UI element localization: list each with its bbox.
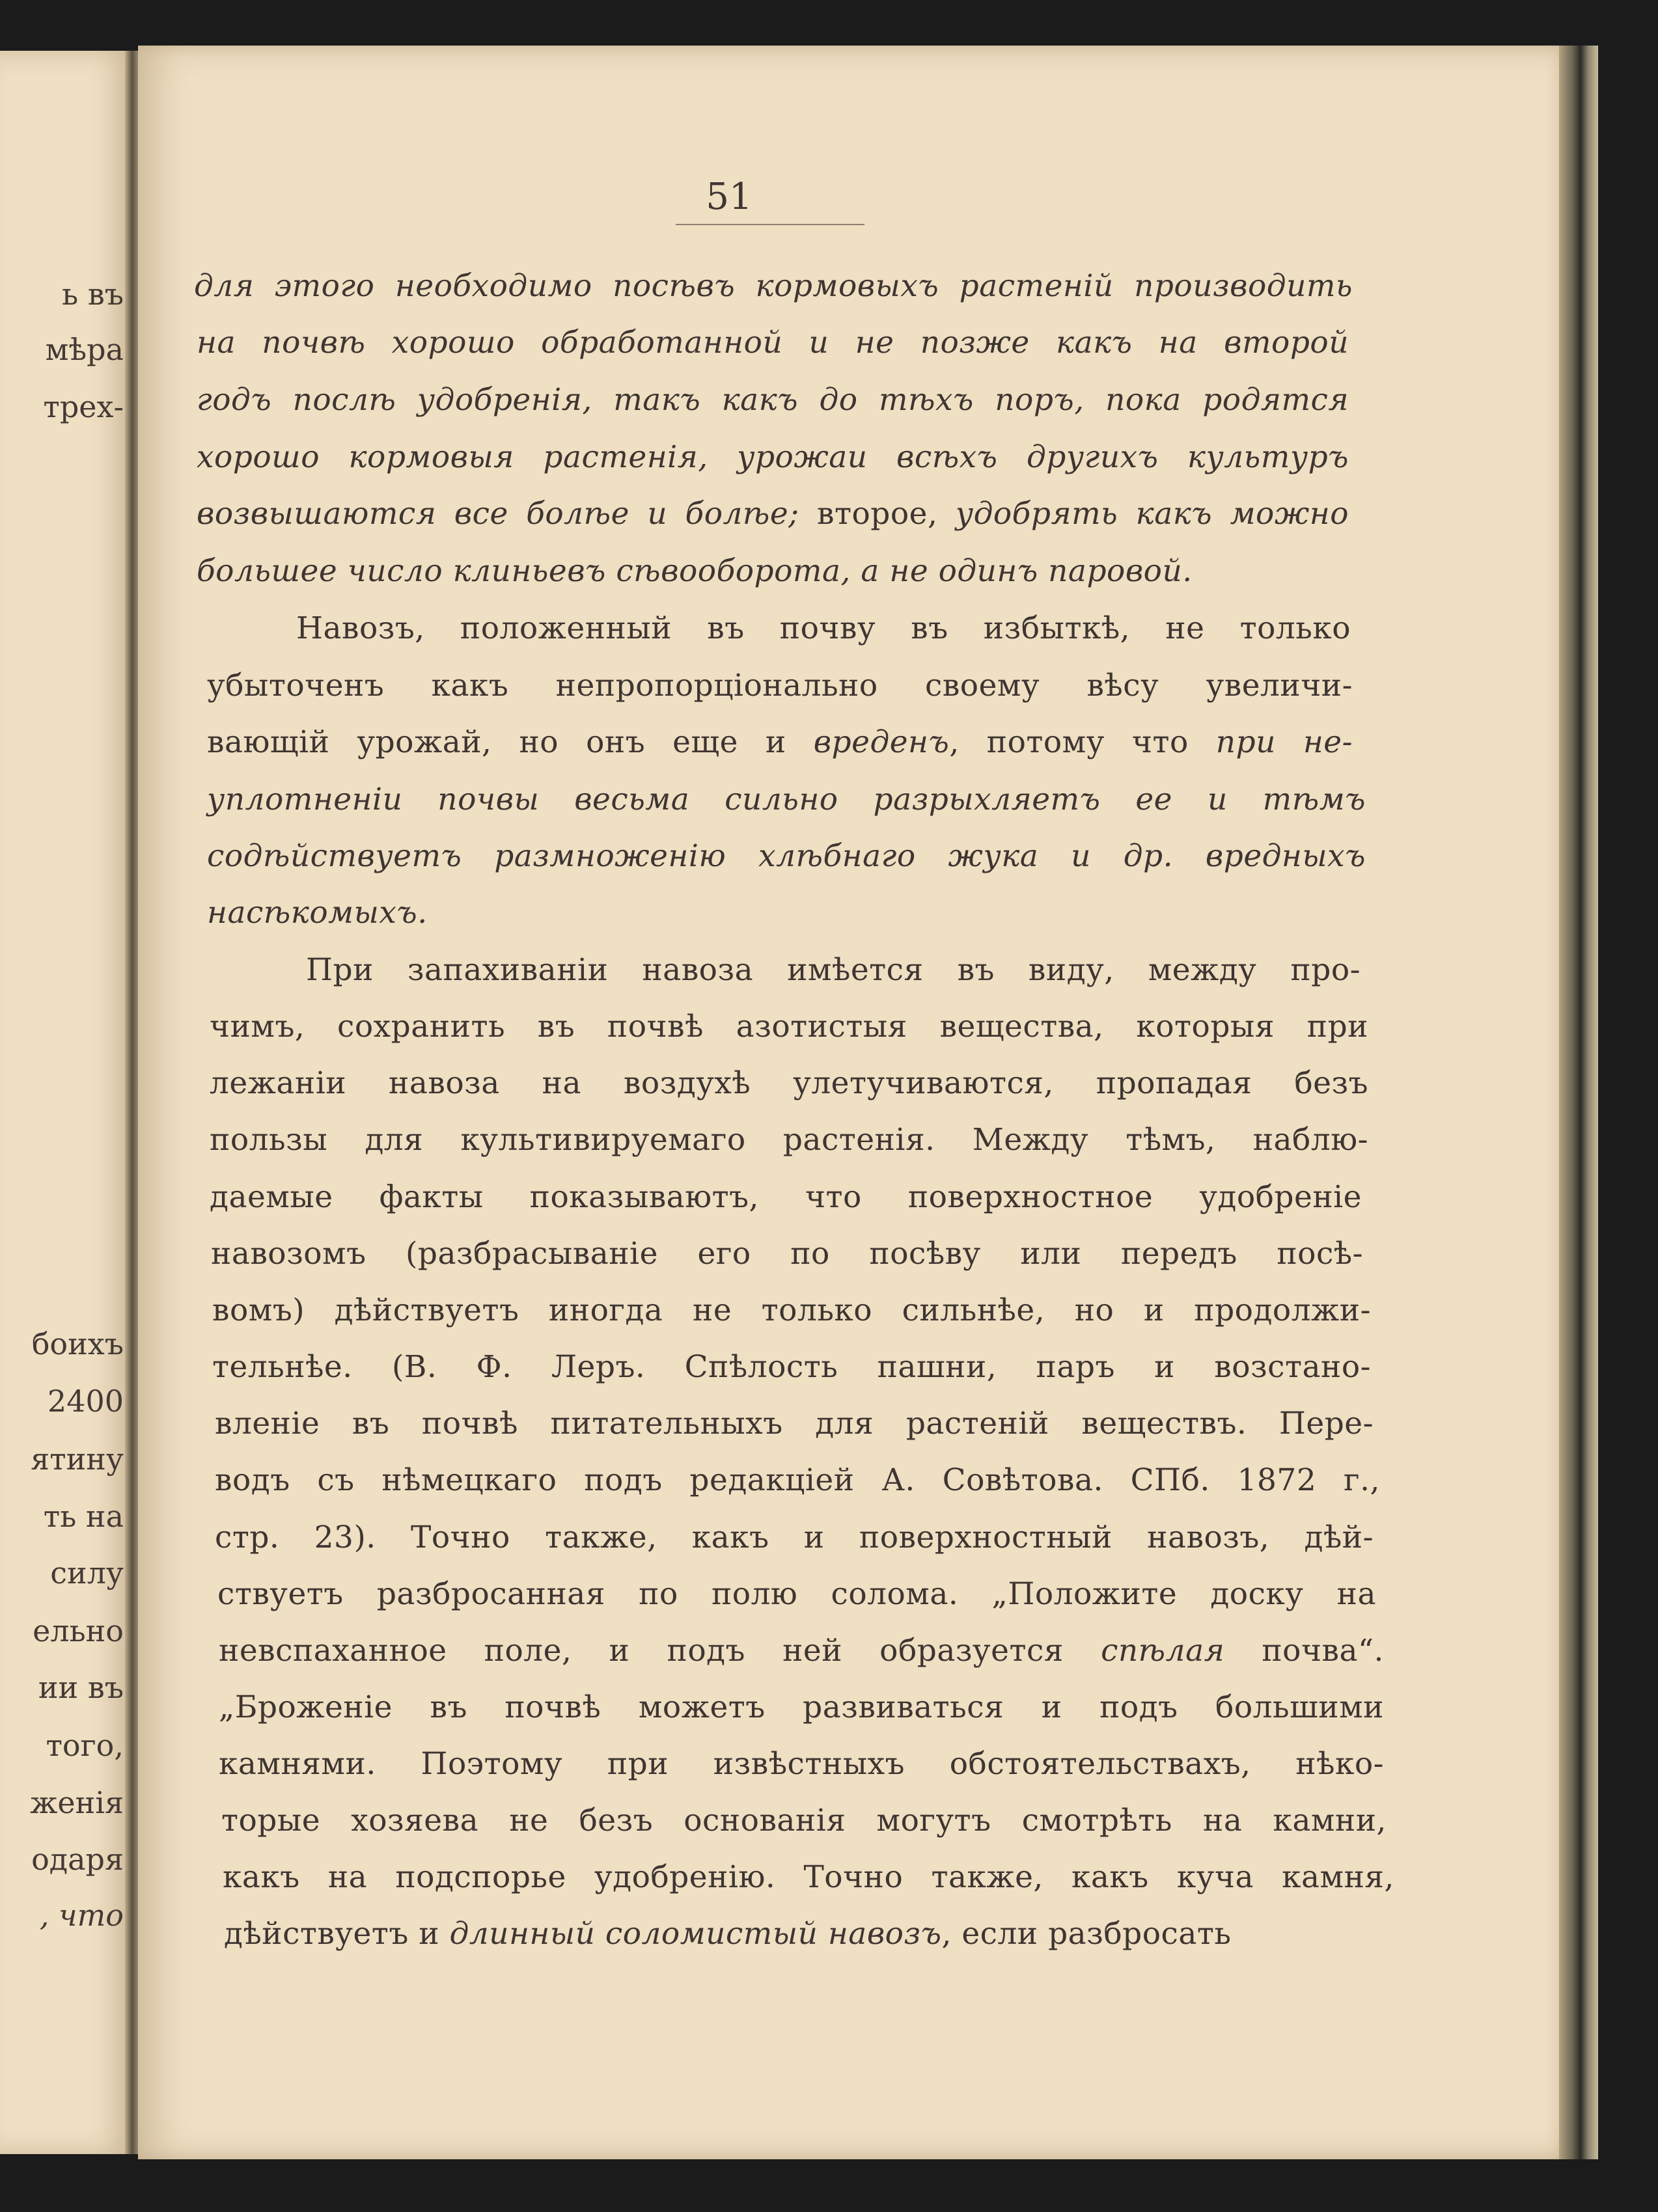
text-line xyxy=(221,1803,1387,1838)
text-line xyxy=(212,1292,1371,1328)
book-page xyxy=(138,46,1564,2159)
italic-segment: длинный соломистый навозъ xyxy=(449,1916,942,1952)
text-segment: водъ съ нѣмецкаго подъ редакціей А. Совѣтова. СПб. 1872 г., xyxy=(215,1462,1380,1498)
left-page-line: женія xyxy=(30,1785,124,1820)
text-segment: лежаніи навоза на воздухѣ улетучиваются, пропадая безъ xyxy=(210,1065,1368,1101)
left-page-line: того, xyxy=(46,1728,124,1763)
text-segment: навозомъ (разбрасываніе его по посѣву или передъ посѣ- xyxy=(211,1236,1363,1272)
text-segment: второе, xyxy=(799,496,956,532)
text-segment: вомъ) дѣйствуетъ иногда не только сильнѣе, но и продолжи- xyxy=(212,1292,1371,1328)
left-page-line: силу xyxy=(50,1555,124,1591)
text-line xyxy=(210,1009,1368,1045)
text-line xyxy=(215,1406,1374,1441)
italic-segment: содѣйствуетъ размноженію хлѣбнаго жука и др. вредныхъ xyxy=(207,838,1366,874)
text-line xyxy=(207,895,428,931)
italic-segment: вреденъ xyxy=(813,724,950,760)
text-segment: невспаханное поле, и подъ ней образуется xyxy=(219,1633,1101,1669)
italic-segment: хорошо кормовыя растенія, урожаи всѣхъ другихъ культуръ xyxy=(197,439,1349,475)
left-page-line: ь въ xyxy=(62,277,124,312)
text-segment: стр. 23). Точно также, какъ и поверхностный навозъ, дѣй- xyxy=(215,1520,1374,1555)
left-page-line: одаря xyxy=(31,1842,124,1877)
italic-segment: возвышаются все болѣе и болѣе; xyxy=(197,496,799,532)
text-line xyxy=(207,838,1366,874)
text-line xyxy=(197,325,1349,361)
italic-segment: годъ послѣ удобренія, такъ какъ до тѣхъ поръ, пока родятся xyxy=(197,382,1349,418)
text-line xyxy=(207,782,1366,817)
text-segment: ствуетъ разбросанная по полю солома. „Положите доску на xyxy=(217,1576,1376,1612)
text-line xyxy=(211,1236,1363,1272)
left-page-line: ятину xyxy=(31,1441,124,1477)
text-line xyxy=(215,1520,1374,1555)
text-segment: пользы для культивируемаго растенія. Между тѣмъ, наблю- xyxy=(210,1122,1368,1158)
text-line xyxy=(207,668,1353,703)
text-line xyxy=(197,553,1193,589)
text-segment: , если разбросать xyxy=(941,1916,1232,1952)
italic-segment: на почвѣ хорошо обработанной и не позже какъ на второй xyxy=(197,325,1349,361)
text-segment: торые хозяева не безъ основанія могутъ смотрѣть на камни, xyxy=(221,1803,1387,1838)
left-page-line: мѣра xyxy=(45,332,124,367)
text-line xyxy=(217,1576,1376,1612)
italic-segment: для этого необходимо посѣвъ кормовыхъ растеній производить xyxy=(194,268,1353,304)
text-line xyxy=(197,496,1349,532)
left-page-line: , что xyxy=(39,1898,124,1933)
left-page-line: ии въ xyxy=(38,1670,124,1705)
page-edge xyxy=(1559,46,1598,2159)
text-segment: чимъ, сохранить въ почвѣ азотистыя вещества, которыя при xyxy=(210,1009,1368,1045)
text-segment: даемые факты показываютъ, что поверхностное удобреніе xyxy=(210,1179,1362,1215)
text-segment: почва“. xyxy=(1224,1633,1384,1669)
italic-segment: удобрять какъ можно xyxy=(955,496,1349,532)
text-segment: , потому что xyxy=(949,724,1216,760)
left-page-line: трех- xyxy=(43,389,124,424)
text-segment: убыточенъ какъ непропорціонально своему вѣсу увеличи- xyxy=(207,668,1353,703)
text-line xyxy=(219,1689,1384,1725)
italic-segment: уплотненіи почвы весьма сильно разрыхляетъ ее и тѣмъ xyxy=(207,782,1366,817)
text-segment: вающій урожай, но онъ еще и xyxy=(207,724,814,760)
text-segment: „Броженіе въ почвѣ можетъ развиваться и подъ большими xyxy=(219,1689,1384,1725)
page-number-rule xyxy=(676,224,864,225)
left-page-line: ельно xyxy=(33,1613,124,1648)
text-line xyxy=(197,382,1349,418)
text-line xyxy=(223,1859,1394,1895)
text-line xyxy=(296,610,1351,646)
book-gutter xyxy=(125,51,139,2154)
text-line xyxy=(219,1633,1384,1669)
text-segment: Навозъ, положенный въ почву въ избыткѣ, не только xyxy=(296,610,1351,646)
text-segment: тельнѣе. (В. Ф. Леръ. Спѣлость пашни, паръ и возстано- xyxy=(212,1349,1371,1385)
text-line xyxy=(210,1065,1368,1101)
text-line xyxy=(306,952,1361,988)
italic-segment: большее число клиньевъ сѣвооборота, а не одинъ паровой. xyxy=(197,553,1193,589)
text-line xyxy=(224,1916,1231,1952)
left-page-line: боихъ xyxy=(31,1326,124,1361)
text-segment: При запахиваніи навоза имѣется въ виду, между про- xyxy=(306,952,1361,988)
text-line xyxy=(210,1179,1362,1215)
text-line xyxy=(210,1122,1368,1158)
text-line xyxy=(207,724,1353,760)
text-segment: дѣйствуетъ и xyxy=(224,1916,450,1952)
text-line xyxy=(219,1746,1384,1782)
text-line xyxy=(197,439,1349,475)
text-line xyxy=(212,1349,1371,1385)
left-page-line: 2400 xyxy=(47,1384,124,1419)
text-segment: вленіе въ почвѣ питательныхъ для растеній веществъ. Пере- xyxy=(215,1406,1374,1441)
previous-page-fragment xyxy=(0,51,133,2154)
italic-segment: насѣкомыхъ. xyxy=(207,895,428,931)
left-page-line: ть на xyxy=(43,1499,124,1534)
text-segment: какъ на подспорье удобренію. Точно также, какъ куча камня, xyxy=(223,1859,1394,1895)
text-segment: камнями. Поэтому при извѣстныхъ обстоятельствахъ, нѣко- xyxy=(219,1746,1384,1782)
text-line xyxy=(194,268,1353,304)
italic-segment: спѣлая xyxy=(1101,1633,1225,1669)
italic-segment: при не- xyxy=(1215,724,1353,760)
page-number: 51 xyxy=(706,176,753,218)
text-line xyxy=(215,1462,1380,1498)
